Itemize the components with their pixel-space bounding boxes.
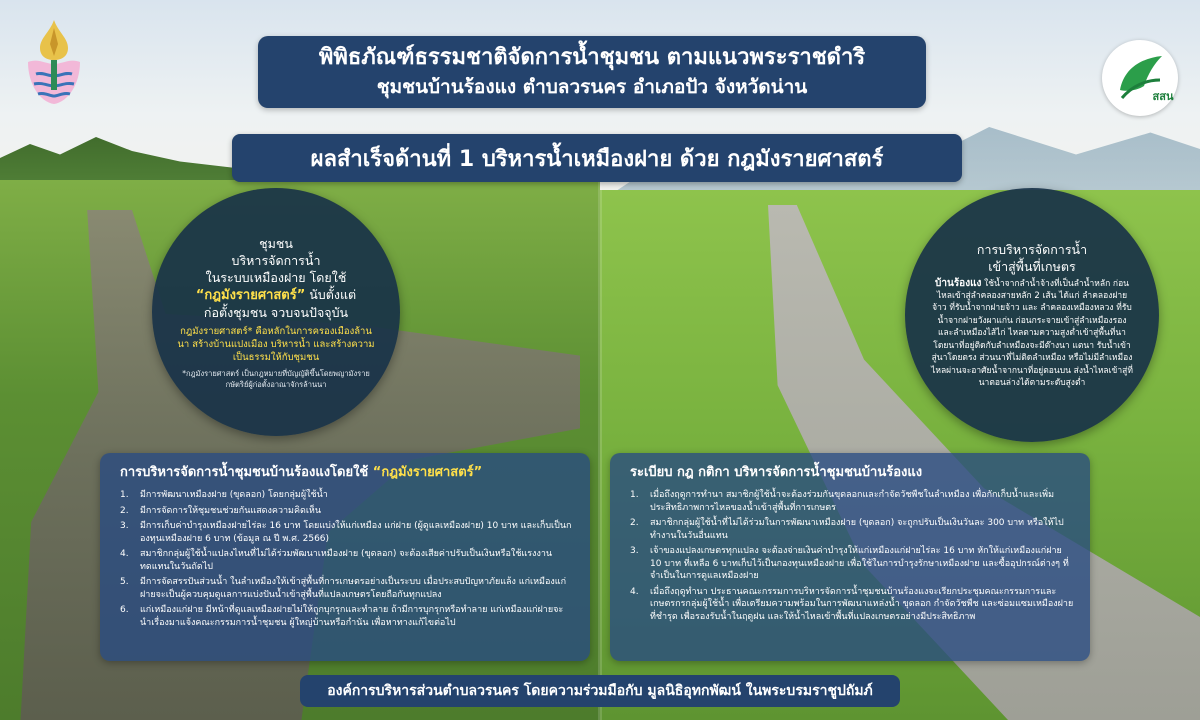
circle-body xyxy=(931,278,1133,390)
list-item xyxy=(630,545,1074,583)
mangrai-law-definition: กฎมังรายศาสตร์* คือหลักในการครองเมืองล้านนา สร้างบ้านแปงเมือง บริหารน้ำ และสร้างความเป็นธรรมให้กับชุมชน xyxy=(177,325,375,363)
list-item xyxy=(120,489,574,502)
circle-line: ก่อตั้งชุมชน จวบจนปัจจุบัน xyxy=(203,304,349,320)
circle-body-text: ใช้น้ำจากลำน้ำจ้างที่เป็นลำน้ำหลัก ก่อนไหลเข้าสู่ลำคลองสายหลัก 2 เส้น ได้แก่ ลำคลองฝายจ้าว ที่รับน้ำจากฝายจ้าว และ ลำคลองเหมืองหลวง ที่รับน้ำจากฝายวังผาแก่น ก่อนกระจายเข้าสู่ลำเหมืองรองและลำเหมืองไส้ไก่ ไหลตามความสูงต่ำเข้าสู่พื้นที่นาโดยนาที่อยู่ติดกับลำเหมืองจะมีต๊างนา แตนา รับน้ำเข้าสู่นาโดยตรง ส่วนนาที่ไม่ติดลำเหมือง หรือไม่มีลำเหมืองไหลผ่านจะอาศัยน้ำจากนาที่อยู่ตอนบน ส่งน้ำไหลเข้าสู่ที่นาตอนล่างได้ตามระดับสูงต่ำ xyxy=(931,278,1133,388)
footer-credit: องค์การบริหารส่วนตำบลวรนคร โดยความร่วมมือกับ มูลนิธิอุทกพัฒน์ ในพระบรมราชูปถัมภ์ xyxy=(300,675,900,707)
item-text: เมื่อถึงฤดูทำนา ประธานคณะกรรมการบริหารจัดการน้ำชุมชนบ้านร้องแงจะเรียกประชุมคณะกรรมการและเกษตรกรกลุ่มผู้ใช้น้ำ เพื่อเตรียมความพร้อมในการพัฒนาแหล่งน้ำ ขุดลอก กำจัดวัชพืช และซ่อมแซมเหมืองฝายที่ชำรุด เพื่อรองรับน้ำในฤดูฝน และให้น้ำไหลเข้าพื้นที่แปลงเกษตรอย่างมีประสิทธิภาพ xyxy=(650,586,1074,622)
item-number: 6. xyxy=(120,605,129,615)
circle-line: ชุมชน xyxy=(259,235,293,251)
title-banner xyxy=(258,36,926,108)
panel-title: ระเบียบ กฎ กติกา บริหารจัดการน้ำชุมชนบ้านร้องแง xyxy=(630,465,923,480)
item-number: 2. xyxy=(630,518,639,528)
panel-title-highlight: “กฎมังรายศาสตร์” xyxy=(372,465,483,480)
list-item xyxy=(120,604,574,629)
circle-title xyxy=(977,241,1087,275)
item-text: แก่เหมืองแก่ฝาย มีหน้าที่ดูแลเหมืองฝายไม่ให้ถูกบุกรุกและทำลาย ถ้ามีการบุกรุกหรือทำลาย แก่เหมืองแก่ฝายจะนำเรื่องมาแจ้งคณะกรรมการน้ำชุมชน ผู้ใหญ่บ้านหรือกำนัน เพื่อหาทางแก้ไขต่อไป xyxy=(140,605,564,628)
item-text: เจ้าของแปลงเกษตรทุกแปลง จะต้องจ่ายเงินค่าบำรุงให้แก่เหมืองแก่ฝายไร่ละ 16 บาท หักให้แก่เหมืองแก่ฝาย 10 บาท ที่เหลือ 6 บาทเก็บไว้เป็นกองทุนเหมืองฝาย เพื่อใช้ในการบำรุงรักษาเหมืองฝาย และซื้ออุปกรณ์ต่างๆ ที่จำเป็นในการดูแลเหมืองฝาย xyxy=(650,546,1069,581)
item-number: 3. xyxy=(120,521,129,531)
list-item xyxy=(120,576,574,601)
circle-line: บริหารจัดการน้ำ xyxy=(231,252,321,268)
circle-line-suffix: นับตั้งแต่ xyxy=(305,286,357,302)
item-number: 1. xyxy=(630,490,639,500)
item-text: มีการจัดสรรปันส่วนน้ำ ในลำเหมืองให้เข้าสู่พื้นที่การเกษตรอย่างเป็นระบบ เมื่อประสบปัญหาภัยแล้ง แก่เหมืองแก่ฝายจะเป็นผู้ควบคุมดูแลการแบ่งปันน้ำเข้าสู่พื้นที่แปลงเกษตรโดยถือกันทุกแปลง xyxy=(140,577,567,600)
item-number: 4. xyxy=(120,549,129,559)
rules-list xyxy=(630,489,1074,623)
item-number: 4. xyxy=(630,586,639,597)
community-circle xyxy=(152,188,400,436)
panel-title-text: การบริหารจัดการน้ำชุมชนบ้านร้องแงโดยใช้ xyxy=(120,465,373,480)
logo-label: สสน xyxy=(1152,90,1174,103)
item-text: มีการพัฒนาเหมืองฝาย (ขุดลอก) โดยกลุ่มผู้ใช้น้ำ xyxy=(140,490,328,500)
list-item xyxy=(630,489,1074,514)
agriculture-water-circle xyxy=(905,188,1159,442)
item-number: 2. xyxy=(120,505,129,516)
circle-title-line: เข้าสู่พื้นที่เกษตร xyxy=(988,258,1076,274)
circle-title-line: การบริหารจัดการน้ำ xyxy=(976,241,1088,257)
circle-line: ในระบบเหมืองฝาย โดยใช้ xyxy=(205,269,347,285)
list-item xyxy=(120,505,574,518)
item-text: สมาชิกกลุ่มผู้ใช้น้ำแปลงไหนที่ไม่ได้ร่วมพัฒนาเหมืองฝาย (ขุดลอก) จะต้องเสียค่าปรับเป็นเงินหรือใช้แรงงานทดแทนในวันถัดไป xyxy=(140,549,553,572)
item-number: 1. xyxy=(120,490,129,500)
page-subtitle: ชุมชนบ้านร้องแง ตำบลวรนคร อำเภอปัว จังหวัดน่าน xyxy=(376,76,808,98)
item-text: มีการเก็บค่าบำรุงเหมืองฝายไร่ละ 16 บาท โดยแบ่งให้แก่เหมือง แก่ฝาย (ผู้ดูแลเหมืองฝาย) 10 บาท และเก็บเป็นกองทุนเหมืองฝาย 6 บาท (ข้อมูล ณ ปี พ.ศ. 2566) xyxy=(140,521,572,544)
list-item xyxy=(120,548,574,573)
royal-emblem-logo xyxy=(22,18,86,106)
list-item xyxy=(630,586,1074,624)
page-title: พิพิธภัณฑ์ธรรมชาติจัดการน้ำชุมชน ตามแนวพระราชดำริ xyxy=(318,45,866,70)
rules-panel xyxy=(610,453,1090,661)
item-number: 3. xyxy=(630,546,639,556)
management-list xyxy=(120,489,574,629)
item-text: สมาชิกกลุ่มผู้ใช้น้ำที่ไม่ได้ร่วมในการพัฒนาเหมืองฝาย (ขุดลอก) จะถูกปรับเป็นเงินวันละ 300 บาท หรือให้ไปทำงานในวันอื่นแทน xyxy=(650,518,1064,541)
village-name: บ้านร้องแง xyxy=(935,277,982,289)
mangrai-law-highlight: “กฎมังรายศาสตร์” xyxy=(195,287,306,303)
panel-title xyxy=(120,463,574,483)
list-item xyxy=(630,517,1074,542)
management-panel xyxy=(100,453,590,661)
item-text: เมื่อถึงฤดูการทำนา สมาชิกผู้ใช้น้ำจะต้องร่วมกันขุดลอกและกำจัดวัชพืชในลำเหมือง เพื่อกักเก็บน้ำและเพิ่มประสิทธิภาพการไหลของน้ำเข้าสู่พื้นที่การเกษตร xyxy=(650,490,1055,513)
circle-highlight-line xyxy=(196,286,356,304)
item-text: มีการจัดการให้ชุมชนช่วยกันแสดงความคิดเห็น xyxy=(140,505,322,516)
list-item xyxy=(120,520,574,545)
achievement-heading: ผลสำเร็จด้านที่ 1 บริหารน้ำเหมืองฝาย ด้วย กฎมังรายศาสตร์ xyxy=(232,134,962,182)
circle-footnote: *กฎมังรายศาสตร์ เป็นกฎหมายที่บัญญัติขึ้นโดยพญามังราย กษัตริย์ผู้ก่อตั้งอาณาจักรล้านนา xyxy=(182,368,370,389)
photo-divider xyxy=(598,180,602,720)
item-number: 5. xyxy=(120,577,129,587)
